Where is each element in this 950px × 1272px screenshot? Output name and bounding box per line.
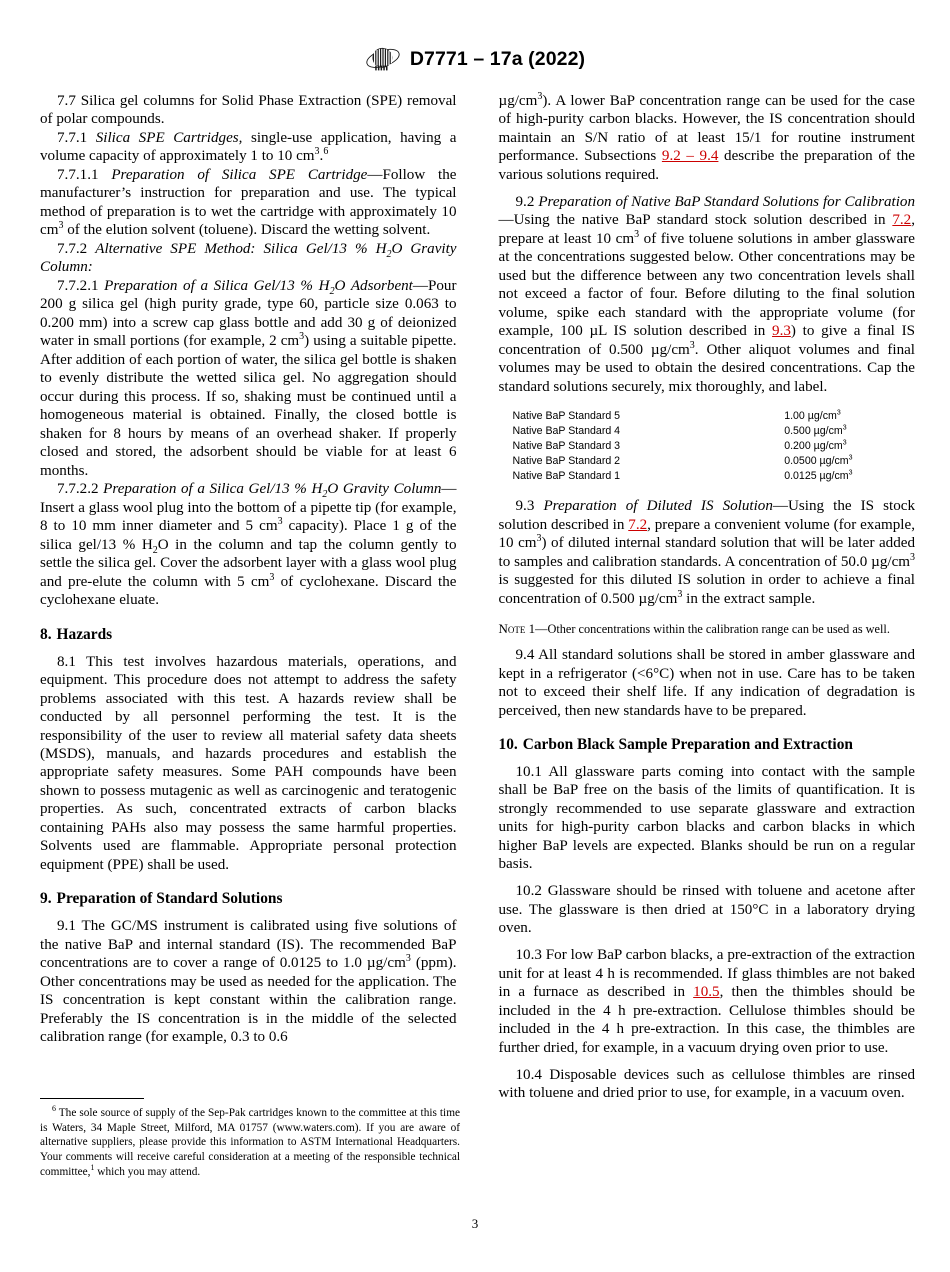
table-row <box>513 469 853 484</box>
exponent: 3 <box>536 533 542 545</box>
standard-name: Native BaP Standard 4 <box>512 425 621 438</box>
standard-concentration: 0.0500 $\mu g/cm^3$ <box>784 454 853 468</box>
clause-text-4: ) to give a final IS concentration of 0.500 µg/cm <box>498 323 916 358</box>
paragraph-9-4: 9.4 All standard solutions shall be stored in amber glassware and kept in a refrigerator (<6°C) when not in use. Care has to be taken not to exceed their shelf life. If any indication of degradation is perceived, then new standards have to be prepared. <box>498 647 915 719</box>
clause-text-tail: describe the preparation of the various solutions required. <box>498 148 915 183</box>
paragraph-7-7: 7.7 Silica gel columns for Solid Phase Extraction (SPE) removal of polar compounds. <box>40 93 457 128</box>
clause-text: —Insert a glass wool plug into the bottom of a pipette tip (for example, 8 to 10 mm inner diameter and 5 cm <box>40 481 457 535</box>
exponent: 3 <box>836 409 841 417</box>
page-header <box>0 44 950 74</box>
clause-text-tail: ) using a suitable pipette. After addition of each portion of water, the silica gel bottle is shaken to evenly distribute the wetted silica gel. No aggregation should occur during this process. If so, shaking must be continued until a homogeneous material is obtained. Finally, the closed bottle is shaken for 8 hours by means of an overhead shaker. If properly closed and stored, the adsorbent should be viable for at least 6 months. <box>40 333 457 479</box>
clause-text-3: O in the column and tap the column gently to settle the silica gel. Cover the adsorbent layer with a glass wool plug and pre-elute the column with 5 cm <box>40 536 457 590</box>
footnote-text-tail: which you may attend. <box>94 1165 201 1178</box>
clause-text: 9.1 The GC/MS instrument is calibrated using five solutions of the native BaP and internal standard (IS). The recommended BaP concentrations are to cover a range of 0.0125 to 1.0 µg/cm <box>40 918 457 972</box>
section-heading-10 <box>499 736 916 754</box>
paragraph-7-7-1-1 <box>40 166 457 240</box>
exponent: 3 <box>58 220 64 232</box>
exponent: 3 <box>269 571 275 583</box>
cross-reference-9-2-9-4[interactable]: 9.2 – 9.4 <box>661 148 719 165</box>
clause-text: single-use application, having a volume capacity of approximately 1 to 10 cm <box>40 129 457 165</box>
clause-text-3: of five toluene solutions in amber glassware at the concentrations suggested below. Other concentrations may be used but the difference between any two concentration levels shall not exceed a factor of four. Before diluting to the final solution volume, spike each standard with the appropriate volume (for example, 100 µL IS solution described in <box>498 230 915 340</box>
exponent: 3 <box>277 516 283 528</box>
two-column-body <box>40 92 915 1103</box>
clause-number: 7.7.1 <box>57 129 88 146</box>
clause-text-2: , prepare a convenient volume (for example, 10 cm <box>498 516 915 552</box>
standard-concentration: 0.200 $\mu g/cm^3$ <box>784 439 847 453</box>
clause-text-tail: in the extract sample. <box>682 590 816 607</box>
clause-number: 7.7.2.2 <box>57 481 99 498</box>
section-number: 10. <box>498 735 518 753</box>
footnote-separator-rule <box>40 1098 144 1099</box>
table-row <box>513 409 853 424</box>
clause-text: µg/cm <box>498 93 538 109</box>
native-bap-standards-table <box>513 409 853 484</box>
clause-text-tail: of the elution solvent (toluene). Discard the wetting solvent. <box>63 222 431 239</box>
clause-text-2: capacity). Place 1 g of the silica gel/13 % H <box>40 518 457 553</box>
clause-title: Preparation of Silica SPE Cartridge <box>111 166 368 183</box>
clause-title: Preparation of Native BaP Standard Solutions for Calibration <box>538 193 915 210</box>
exponent: 3 <box>677 588 683 600</box>
footnote-block <box>40 1098 460 1179</box>
clause-text-3: ) of diluted internal standard solution that will be later added to samples and calibration standards. A concentration of 50.0 µg/cm <box>498 535 916 570</box>
paragraph-10-1: 10.1 All glassware parts coming into contact with the sample shall be BaP free on the basis of the limits of quantification. It is strongly recommended to use separate glassware and extraction units for high-purity carbon blacks and carbon blacks in which higher BaP levels are expected. Blanks should be run on a regular basis. <box>498 763 915 873</box>
footnote-number: 6 <box>52 1104 56 1114</box>
subscript: 2 <box>386 248 392 260</box>
clause-text-tail: , then the thimbles should be included in the 4 h pre-extraction. Cellulose thimbles should be included in the 4 h pre-extraction. In this case, the thimbles are further dried, for example, in a vacuum drying oven prior to use. <box>498 984 915 1056</box>
table-row <box>513 439 853 454</box>
standard-concentration: 0.500 $\mu g/cm^3$ <box>784 424 847 438</box>
exponent: 3 <box>537 90 543 102</box>
standard-concentration: 0.0125 $\mu g/cm^3$ <box>784 469 853 483</box>
astm-logo-icon <box>365 44 401 74</box>
clause-text: —Follow the manufacturer’s instruction for preparation and use. The typical method of preparation is to wet the cartridge with approximately 10 cm <box>40 166 457 239</box>
clause-number: 9.2 <box>515 193 535 210</box>
paragraph-9-2 <box>499 193 916 396</box>
footnote-6 <box>40 1106 460 1179</box>
standard-name: Native BaP Standard 2 <box>512 455 621 468</box>
clause-text-tail: (ppm). Other concentrations may be used as needed for the application. The IS concentration is kept constant within the calibration range. Preferably the IS concentration is in the middle of the selected calibration range (for example, 0.3 to 0.6 <box>40 955 457 1046</box>
paragraph-10-2: 10.2 Glassware should be rinsed with toluene and acetone after use. The glassware is then dried at 150°C in a laboratory drying oven. <box>498 883 915 937</box>
clause-title: Alternative SPE Method: Silica Gel/13 % $H_2O$ Gravity Column: <box>40 240 457 276</box>
exponent: 3 <box>405 953 411 965</box>
clause-number: 7.7.2.1 <box>57 277 99 294</box>
subscript: 2 <box>152 544 158 556</box>
clause-title: Preparation of a Silica Gel/13 % $H_2O$ Gravity Column <box>103 481 442 501</box>
clause-title: Silica SPE Cartridges, <box>95 129 243 146</box>
cross-reference-7-2[interactable]: 7.2 <box>892 212 912 229</box>
clause-text-4: is suggested for this diluted IS solution in order to achieve a final concentration of 0.500 µg/cm <box>498 572 915 607</box>
paragraph-7-7-2-1 <box>40 277 457 480</box>
clause-text-tail: of cyclohexane. Discard the cyclohexane eluate. <box>40 573 457 609</box>
paragraph-9-3 <box>499 497 916 608</box>
right-column <box>499 92 916 1103</box>
note-text: —Other concentrations within the calibration range can be used as well. <box>535 622 890 637</box>
clause-text-2: ). A lower BaP concentration range can be used for the case of high-purity carbon blacks. However, the IS concentration should maintain an S/N ratio of at least 15/1 for routine instrument performance. Subsections <box>498 93 915 165</box>
paragraph-8-1: 8.1 This test involves hazardous materials, operations, and equipment. This procedure does not attempt to address the safety problems associated with this test. A hazards review shall be conducted by all personnel performing the test. It is the responsibility of the user to review all material safety data sheets (MSDS), manuals, and hazards procedures and establish the appropriate safety measures. Some PAH compounds have been shown to possess mutagenic as well as carcinogenic and teratogenic properties. As such, concentrated extracts of carbon blacks containing PAHs also may possess the same harmful properties. Solvents used are flammable. Appropriate personal protection equipment (PPE) shall be used. <box>40 653 457 873</box>
clause-text: 10.3 For low BaP carbon blacks, a pre-extraction of the extraction unit for at least 4 h is recommended. If glass thimbles are not baked in a furnace as described in <box>498 947 915 1001</box>
paragraph-7-7-2-2 <box>40 480 457 609</box>
clause-text: —Using the native BaP standard stock solution described in <box>498 212 893 229</box>
clause-text-2: , prepare at least 10 cm <box>498 212 915 247</box>
note-1 <box>499 621 916 637</box>
exponent: 3 <box>689 339 695 351</box>
left-column <box>40 92 457 1103</box>
clause-text-tail: . <box>319 148 324 165</box>
exponent: 3 <box>299 331 305 343</box>
table-row <box>513 424 853 439</box>
paragraph-10-4: 10.4 Disposable devices such as cellulose thimbles are rinsed with toluene and dried prior to use, for example, in a vacuum oven. <box>498 1066 915 1102</box>
table-row <box>513 454 853 469</box>
clause-text: —Using the IS stock solution described in <box>498 498 915 533</box>
paragraph-9-1-continued <box>499 92 916 184</box>
standard-concentration: 1.00 $\mu g/cm^3$ <box>784 409 841 423</box>
section-number: 9. <box>40 890 52 908</box>
paragraph-10-3 <box>499 946 916 1057</box>
paragraph-7-7-1 <box>40 129 457 166</box>
paragraph-9-1 <box>40 917 457 1046</box>
cross-reference-9-3[interactable]: 9.3 <box>772 323 791 340</box>
section-title: Hazards <box>56 625 113 643</box>
clause-title: Preparation of Diluted IS Solution <box>543 498 773 515</box>
cross-reference-7-2[interactable]: 7.2 <box>628 516 648 533</box>
subscript: 2 <box>329 285 335 297</box>
clause-number: 9.3 <box>515 498 535 515</box>
document-designation: D7771 – 17a (2022) <box>409 47 586 70</box>
paragraph-7-7-2 <box>40 240 457 277</box>
note-label: Note 1 <box>498 621 536 637</box>
section-title: Carbon Black Sample Preparation and Extraction <box>522 735 853 753</box>
exponent: 3 <box>842 439 847 447</box>
clause-number: 7.7.2 <box>57 240 88 257</box>
footnote-reference-1: 1 <box>90 1162 95 1172</box>
section-heading-9 <box>40 890 457 908</box>
clause-title: Preparation of a Silica Gel/13 % $H_2O$ Adsorbent <box>104 277 413 297</box>
clause-text: —Pour 200 g silica gel (high purity grade, type 60, particle size 0.063 to 0.200 mm) into a screw cap glass bottle and add 30 g of deionized water in small portions (for example, 2 cm <box>40 277 457 350</box>
footnote-marker-6[interactable]: 6 <box>323 146 329 158</box>
footnote-text: The sole source of supply of the Sep-Pak cartridges known to the committee at this time is Waters, 34 Maple Street, Milford, MA 01757 (www.waters.com). If you are aware of alternative suppliers, please provide this information to ASTM International Headquarters. Your comments will receive careful consideration at a meeting of the responsible technical committee, <box>40 1107 460 1178</box>
section-number: 8. <box>40 625 52 643</box>
clause-text-tail: . Other aliquot volumes and final volumes may be used to obtain the desired concentrations. Cap the standard solutions securely, mix thoroughly, and label. <box>498 341 916 395</box>
standard-name: Native BaP Standard 1 <box>512 470 621 483</box>
section-title: Preparation of Standard Solutions <box>56 890 283 908</box>
exponent: 3 <box>848 469 853 477</box>
standard-name: Native BaP Standard 3 <box>512 440 621 453</box>
subscript: 2 <box>322 489 328 501</box>
cross-reference-10-5[interactable]: 10.5 <box>693 984 720 1001</box>
page-number: 3 <box>471 1216 479 1231</box>
exponent: 3 <box>314 146 320 158</box>
standard-name: Native BaP Standard 5 <box>512 410 621 423</box>
exponent: 3 <box>848 454 853 462</box>
exponent: 3 <box>842 424 847 432</box>
exponent: 3 <box>634 228 640 240</box>
exponent: 3 <box>910 551 915 563</box>
clause-number: 7.7.1.1 <box>57 166 99 183</box>
section-heading-8 <box>40 626 457 644</box>
